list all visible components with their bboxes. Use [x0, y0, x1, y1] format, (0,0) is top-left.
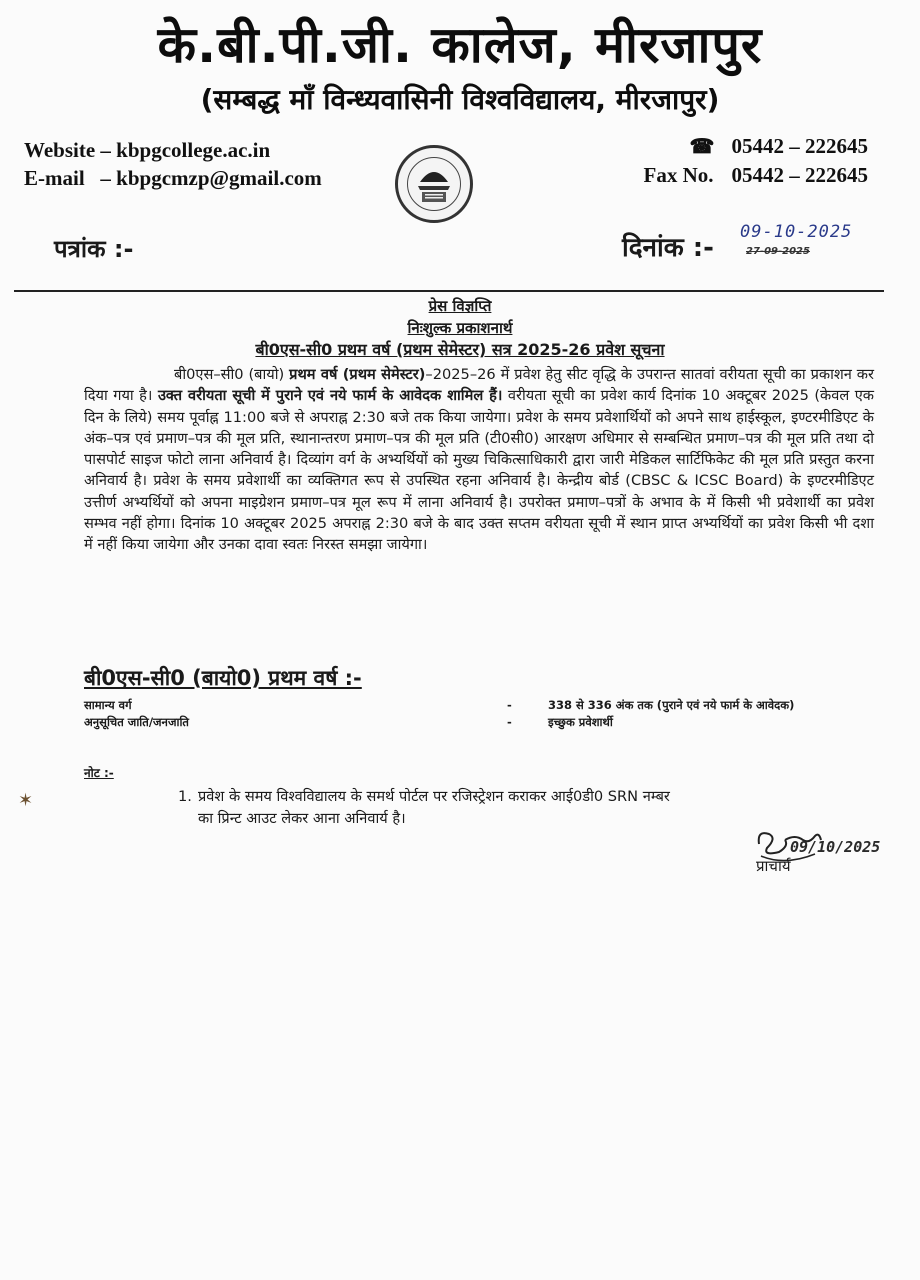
date-label: दिनांक :- [622, 233, 714, 263]
body-bold-2: उक्त वरीयता सूची में पुराने एवं नये फार्म के आवेदक शामिल हैं। [157, 387, 503, 405]
category-sc-st: अनुसूचित जाति/जनजाति [84, 715, 189, 729]
note-label: नोट :- [84, 766, 114, 780]
principal-designation: प्राचार्य [756, 857, 791, 875]
phone-number: 05442 – 222645 [731, 134, 868, 158]
body-text-3: वरीयता सूची का प्रवेश कार्य दिनांक 10 अक्टूबर 2025 (केवल एक दिन के लिये) समय पूर्वाह्न 11:00 बजे से अपराह्न 2:30 बजे तक किया जायेगा। प्रवेश के समय प्रवेशार्थियों को अपने साथ हाईस्कूल, इण्टरमीडिएट के अंक–पत्र एवं प्रमाण–पत्र की मूल प्रति, स्थानान्तरण प्रमाण–पत्र की मूल प्रति (टी0सी0) आरक्षण अधिमार से सम्बन्धित प्रमाण–पत्र की मूल प्रति तथा दो पासपोर्ट साइज फोटो लाना अनिवार्य है। दिव्यांग वर्ग के अभ्यर्थियों को मुख्य चिकित्साधिकारी द्वारा जारी मेडिकल सार्टिफिकेट की मूल प्रति प्रस्तुत करना अनिवार्य है। प्रवेश के समय प्रवेशार्थी का व्यक्तिगत रूप से उपस्थित रहना अनिवार्य है। केन्द्रीय बोर्ड (CBSC & ICSC Board) के इण्टरमीडिएट उत्तीर्ण अभ्यर्थियों को अपना माइग्रेशन प्रमाण–पत्र मूल रूप में लाना अनिवार्य है। उपरोक्त प्रमाण–पत्रों के अभाव के में किसी भी प्रवेशार्थी का प्रवेश सम्भव नहीं होगा। दिनांक 10 अक्टूबर 2025 अपराह्न 2:30 बजे के बाद उक्त सप्तम वरीयता सूची में स्थान प्राप्त अभ्यर्थियों का प्रवेश किसी भी दशा में नहीं किया जायेगा और उनका दावा स्वतः निरस्त समझा जायेगा। [84, 387, 874, 554]
notice-subject: बी0एस-सी0 प्रथम वर्ष (प्रथम सेमेस्टर) सत्र 2025-26 प्रवेश सूचना [255, 340, 665, 359]
college-name: के.बी.पी.जी. कालेज, मीरजापुर [157, 16, 763, 74]
body-text-2: –2025–26 में प्रवेश हेतु सीट वृद्धि के उपरान्त सातवां वरीयता सूची का प्रकाशन कर दिया गया है। [84, 366, 874, 405]
website-line: Website – kbpgcollege.ac.in [24, 138, 271, 162]
insect-smudge-icon: ✶ [18, 790, 34, 811]
note-item-number: 1. [178, 788, 192, 805]
fax-line [624, 161, 869, 189]
body-bold-1: प्रथम वर्ष (प्रथम सेमेस्टर) [289, 366, 426, 383]
email-label: E-mail [24, 166, 85, 190]
note-item [178, 786, 890, 830]
category-general: सामान्य वर्ग [84, 698, 132, 712]
phone-line [624, 132, 869, 161]
body-text-1: बी0एस–सी0 (बायो) [174, 366, 290, 383]
header-divider [14, 290, 884, 292]
college-affiliation: (सम्बद्ध माँ विन्ध्यवासिनी विश्वविद्यालय, मीरजापुर) [200, 83, 720, 116]
cutoff-sc-st-value: इच्छुक प्रवेशार्थी [548, 715, 613, 729]
college-seal-icon [395, 145, 473, 223]
email-line: E-mail – kbpgcmzp@gmail.com [24, 166, 322, 190]
cutoff-dash: - [507, 698, 512, 712]
email-link[interactable]: kbpgcmzp@gmail.com [116, 166, 322, 190]
fax-number: 05442 – 222645 [731, 163, 868, 187]
website-label: Website [24, 138, 96, 162]
free-publication-title: निःशुल्क प्रकाशनार्थ [407, 319, 513, 337]
press-release-title: प्रेस विज्ञप्ति [428, 297, 492, 315]
cutoff-heading: बी0एस-सी0 (बायो0) प्रथम वर्ष :- [84, 666, 362, 690]
note-item-line2: का प्रिन्ट आउट लेकर आना अनिवार्य है। [198, 810, 406, 827]
notice-body [84, 364, 874, 556]
signature-date: 09/10/2025 [790, 838, 881, 856]
website-link[interactable]: kbpgcollege.ac.in [116, 138, 271, 162]
telephone-icon: ☎ [689, 136, 715, 158]
cutoff-general-value: 338 से 336 अंक तक (पुराने एवं नये फार्म के आवेदक) [548, 698, 795, 712]
note-item-line1: प्रवेश के समय विश्वविद्यालय के समर्थ पोर्टल पर रजिस्ट्रेशन कराकर आई0डी0 SRN नम्बर [198, 788, 670, 805]
date-struck-out: 27-09-2025 [746, 246, 810, 257]
contact-right [624, 132, 869, 189]
seal-emblem-icon [398, 148, 470, 220]
letter-number-label: पत्रांक :- [54, 235, 134, 263]
cutoff-dash: - [507, 715, 512, 729]
contact-left [24, 136, 322, 192]
fax-label: Fax No. [643, 163, 714, 187]
date-handwritten: 09-10-2025 [740, 222, 853, 242]
